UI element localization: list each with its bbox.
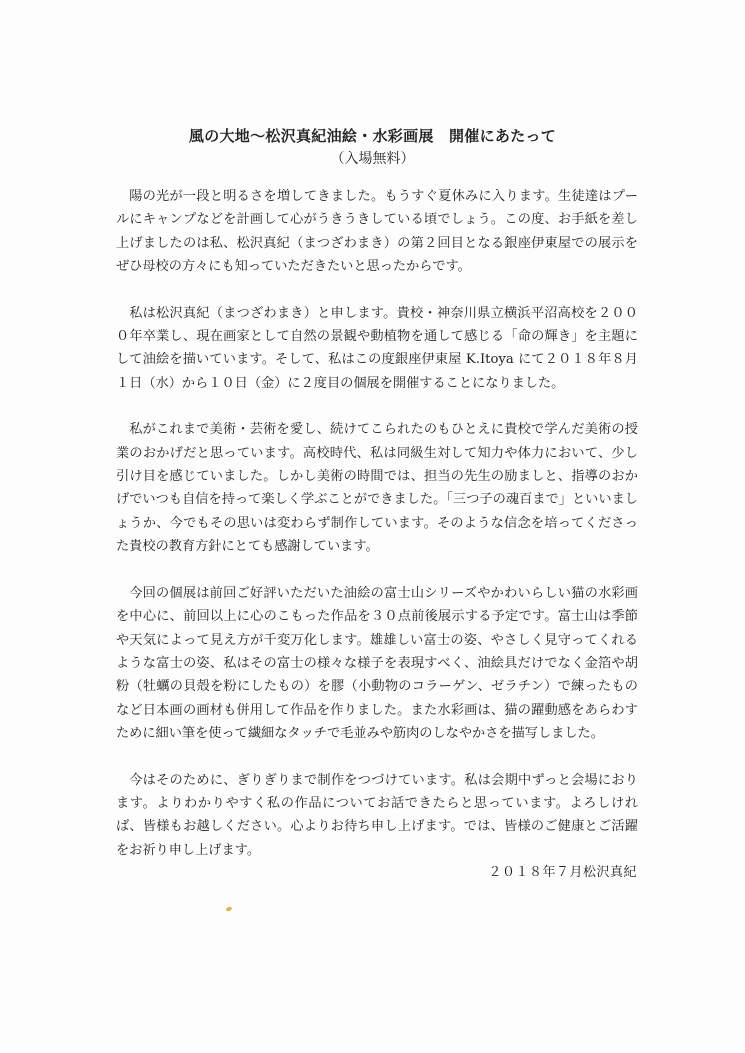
letter-title: 風の大地〜松沢真紀油絵・水彩画展 開催にあたって <box>188 127 557 145</box>
paragraph-gratitude: 私がこれまで美術・芸術を愛し、続けてこられたのもひとえに貴校で学んだ美術の授業のおかげだと思っています。高校時代、私は同級生対して知力や体力において、少し引け目を感じていました。しかし美術の時間では、担当の先生の励ましと、指導のおかげでいつも自信を持って楽しく学ぶことができました。「三つ子の魂百まで」といいましょうか、今でもその思いは変わらず制作しています。そのような信念を培ってくださった貴校の教育方針にとても感謝しています。 <box>116 422 638 555</box>
paragraph-closing: 今はそのために、ぎりぎりまで制作をつづけています。私は会期中ずっと会場におります。よりわかりやすく私の作品についてお話できたらと思っています。よろしければ、皆様もお越しください。心よりお待ち申し上げます。では、皆様のご健康とご活躍をお祈り申し上げます。 <box>116 772 638 858</box>
title-block <box>0 125 745 170</box>
paper-speck <box>225 906 232 912</box>
paragraph-intro: 陽の光が一段と明るさを増してきました。もうすぐ夏休みに入ります。生徒達はプールにキャンプなどを計画して心がうきうきしている頃でしょう。この度、お手紙を差し上げましたのは私、松沢真紀（まつざわまき）の第２回目となる銀座伊東屋での展示をぜひ母校の方々にも知っていただきたいと思ったからです。 <box>116 189 638 275</box>
signature-date: ２０１８年７月松沢真紀 <box>488 865 637 880</box>
letter-subtitle: （入場無料） <box>330 151 415 167</box>
letter-body <box>116 185 638 885</box>
paragraph-exhibition-details: 今回の個展は前回ご好評いただいた油絵の富士山シリーズやかわいらしい猫の水彩画を中心に、前回以上に心のこもった作品を３０点前後展示する予定です。富士山は季節や天気によって見え方が千変万化します。雄雄しい富士の姿、やさしく見守ってくれるような富士の姿、私はその富士の様々な様子を表現すべく、油絵具だけでなく金箔や胡粉（牡蠣の貝殻を粉にしたもの）を膠（小動物のコラーゲン、ゼラチン）で練ったものなど日本画の画材も併用して作品を作りました。また水彩画は、猫の躍動感をあらわすために細い筆を使って繊細なタッチで毛並みや筋肉のしなやかさを描写しました。 <box>116 585 638 742</box>
paragraph-self-introduction: 私は松沢真紀（まつざわまき）と申します。貴校・神奈川県立横浜平沼高校を２０００年卒業し、現在画家として自然の景観や動植物を通して感じる「命の輝き」を主題にして油絵を描いています。そして、私はこの度銀座伊東屋 K.Itoya にて２０１８年８月１日（水）から１０日（金）に２度目の個展を開催することになりました。 <box>116 305 638 391</box>
